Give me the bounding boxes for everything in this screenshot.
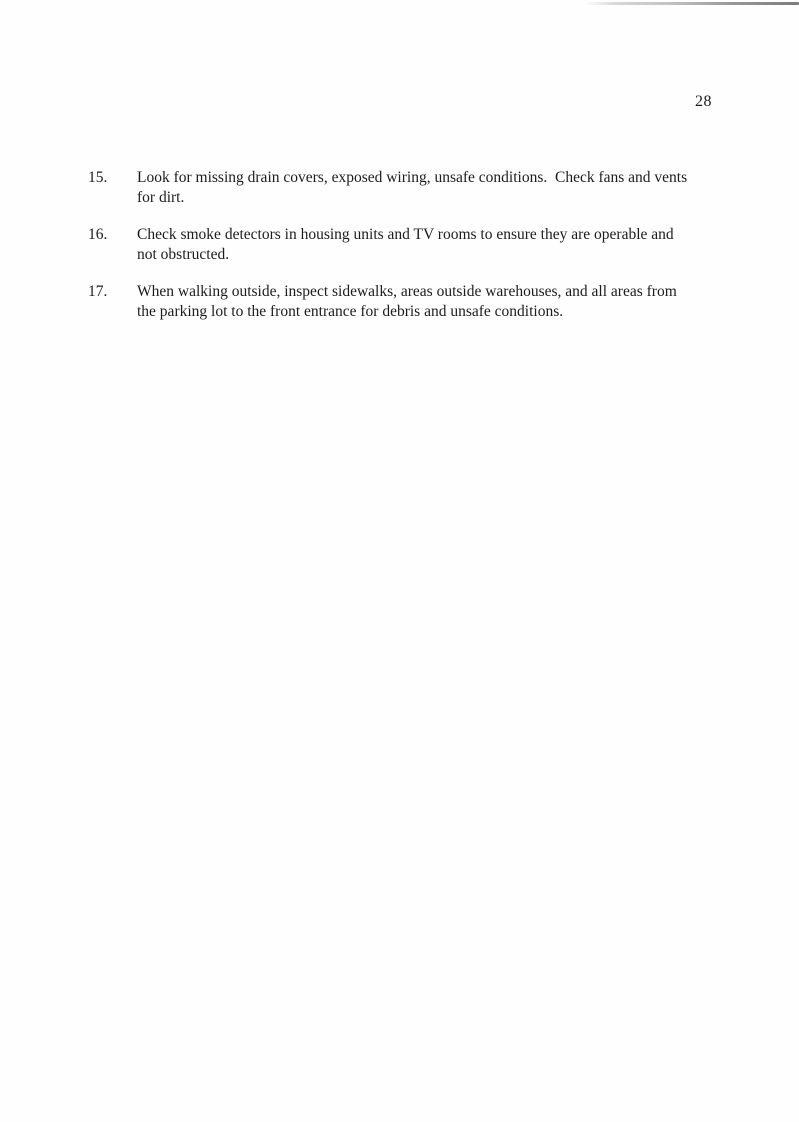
page-number: 28 [695, 93, 712, 110]
item-text [137, 282, 728, 322]
item-text-line: When walking outside, inspect sidewalks, areas outside warehouses, and all areas from [137, 283, 677, 300]
numbered-list [88, 168, 728, 339]
scan-artifact-line [585, 2, 799, 5]
item-text [137, 168, 728, 208]
item-text [137, 225, 728, 265]
list-item [88, 282, 728, 322]
item-text-line: not obstructed. [137, 246, 230, 263]
item-number: 15. [88, 169, 108, 186]
item-number: 16. [88, 226, 108, 243]
item-text-line: the parking lot to the front entrance for debris and unsafe conditions. [137, 303, 564, 320]
item-text-line: Check smoke detectors in housing units and TV rooms to ensure they are operable and [137, 226, 674, 243]
item-text-line: Look for missing drain covers, exposed wiring, unsafe conditions. Check fans and vents [137, 169, 688, 186]
item-number: 17. [88, 283, 108, 300]
list-item [88, 168, 728, 208]
list-item [88, 225, 728, 265]
item-text-line: for dirt. [137, 189, 185, 206]
